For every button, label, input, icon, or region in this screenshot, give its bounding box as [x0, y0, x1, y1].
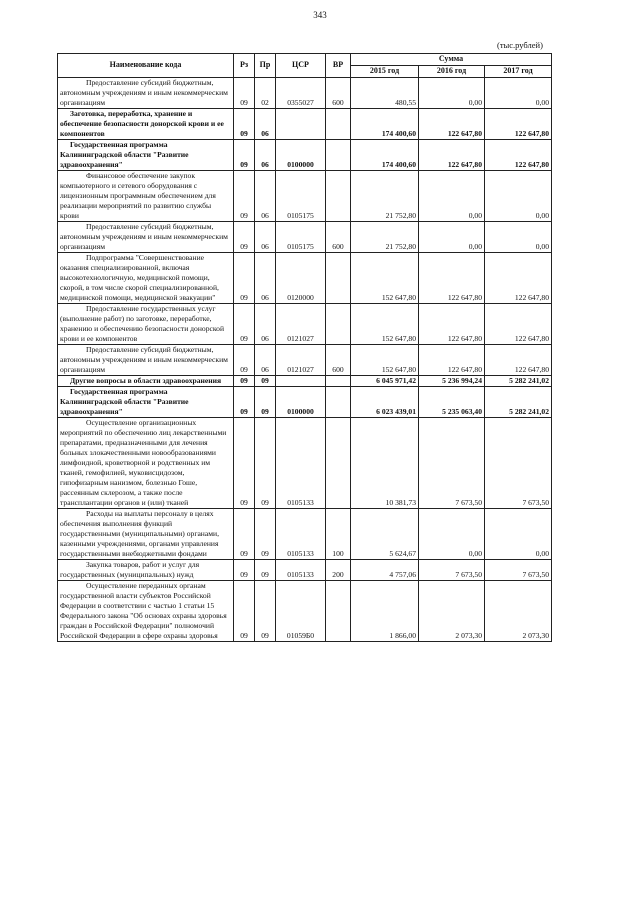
cell-rz: 09 — [234, 139, 255, 170]
cell-y2016: 122 647,80 — [419, 108, 485, 139]
table-row — [58, 509, 552, 560]
cell-name: Осуществление организационных мероприятий по обеспечению лиц лекарственными препаратами, предназначенными для лечения больных злокачественными новообразованиями лимфоидной, кроветворной и родственных им тканей, гемофилией, муковисцидозом, гипофизарным нанизмом, болезнью Гоше, рассеянным склерозом, а также после трансплантации органов и (или) тканей — [58, 418, 234, 509]
cell-rz: 09 — [234, 221, 255, 252]
cell-pr: 09 — [255, 581, 276, 642]
cell-y2017: 7 673,50 — [485, 560, 552, 581]
cell-pr: 06 — [255, 170, 276, 221]
cell-rz: 09 — [234, 108, 255, 139]
cell-rz: 09 — [234, 509, 255, 560]
cell-csr: 0120000 — [276, 252, 326, 303]
cell-name: Предоставление государственных услуг (выполнение работ) по заготовке, переработке, хранению и обеспечению безопасности донорской крови и ее компонентов — [58, 303, 234, 344]
cell-name: Осуществление переданных органам государственной власти субъектов Российской Федерации в соответствии с частью 1 статьи 15 Федерального закона "Об основах охраны здоровья граждан в Российской Федерации" полномочий Российской Федерации в сфере охраны здоровья — [58, 581, 234, 642]
table-row — [58, 77, 552, 108]
cell-y2016: 2 073,30 — [419, 581, 485, 642]
cell-vr: 200 — [326, 560, 351, 581]
header-2017: 2017 год — [485, 66, 552, 78]
cell-pr: 06 — [255, 108, 276, 139]
cell-rz: 09 — [234, 252, 255, 303]
cell-y2016: 122 647,80 — [419, 139, 485, 170]
table-row — [58, 303, 552, 344]
cell-vr: 600 — [326, 221, 351, 252]
table-row — [58, 170, 552, 221]
cell-name: Государственная программа Калининградской области "Развитие здравоохранения" — [58, 387, 234, 418]
cell-y2016: 5 235 063,40 — [419, 387, 485, 418]
cell-pr: 09 — [255, 376, 276, 387]
cell-csr — [276, 376, 326, 387]
cell-vr — [326, 387, 351, 418]
cell-pr: 06 — [255, 344, 276, 375]
table-body — [58, 77, 552, 642]
cell-csr: 0355027 — [276, 77, 326, 108]
header-sum: Сумма — [351, 54, 552, 66]
cell-y2017: 0,00 — [485, 77, 552, 108]
cell-y2016: 0,00 — [419, 509, 485, 560]
cell-y2015: 174 400,60 — [351, 108, 419, 139]
cell-rz: 09 — [234, 344, 255, 375]
table-row — [58, 252, 552, 303]
cell-csr: 0105175 — [276, 221, 326, 252]
cell-y2015: 152 647,80 — [351, 344, 419, 375]
cell-pr: 02 — [255, 77, 276, 108]
cell-y2015: 1 866,00 — [351, 581, 419, 642]
cell-y2016: 5 236 994,24 — [419, 376, 485, 387]
cell-rz: 09 — [234, 387, 255, 418]
cell-rz: 09 — [234, 560, 255, 581]
cell-vr: 100 — [326, 509, 351, 560]
cell-vr: 600 — [326, 344, 351, 375]
cell-vr — [326, 139, 351, 170]
cell-y2016: 122 647,80 — [419, 303, 485, 344]
table-row — [58, 560, 552, 581]
cell-y2017: 0,00 — [485, 509, 552, 560]
cell-y2017: 122 647,80 — [485, 344, 552, 375]
cell-y2017: 0,00 — [485, 170, 552, 221]
cell-y2017: 122 647,80 — [485, 139, 552, 170]
page-number: 343 — [313, 10, 327, 20]
header-name: Наименование кода — [58, 54, 234, 78]
header-pr: Пр — [255, 54, 276, 78]
header-2016: 2016 год — [419, 66, 485, 78]
budget-table — [57, 53, 552, 642]
cell-csr: 01059Б0 — [276, 581, 326, 642]
cell-y2016: 7 673,50 — [419, 560, 485, 581]
table-row — [58, 108, 552, 139]
header-2015: 2015 год — [351, 66, 419, 78]
cell-pr: 06 — [255, 303, 276, 344]
cell-y2017: 122 647,80 — [485, 303, 552, 344]
cell-y2017: 2 073,30 — [485, 581, 552, 642]
cell-vr — [326, 418, 351, 509]
cell-vr — [326, 303, 351, 344]
cell-y2016: 7 673,50 — [419, 418, 485, 509]
cell-name: Финансовое обеспечение закупок компьютерного и сетевого оборудования с лицензионным программным обеспечением для реализации мероприятий по развитию службы крови — [58, 170, 234, 221]
cell-csr — [276, 108, 326, 139]
table-row — [58, 344, 552, 375]
cell-csr: 0105133 — [276, 560, 326, 581]
table-row — [58, 387, 552, 418]
cell-vr — [326, 252, 351, 303]
cell-vr — [326, 376, 351, 387]
cell-pr: 06 — [255, 139, 276, 170]
cell-y2015: 6 023 439,01 — [351, 387, 419, 418]
cell-rz: 09 — [234, 303, 255, 344]
cell-name: Расходы на выплаты персоналу в целях обеспечения выполнения функций государственными (муниципальными) органами, казенными учреждениями, органами управления государственными внебюджетными фондами — [58, 509, 234, 560]
cell-rz: 09 — [234, 581, 255, 642]
table-row — [58, 139, 552, 170]
cell-y2017: 122 647,80 — [485, 108, 552, 139]
table-row — [58, 221, 552, 252]
cell-pr: 09 — [255, 509, 276, 560]
cell-y2015: 152 647,80 — [351, 252, 419, 303]
cell-y2016: 0,00 — [419, 221, 485, 252]
cell-vr — [326, 170, 351, 221]
cell-pr: 06 — [255, 252, 276, 303]
cell-name: Государственная программа Калининградской области "Развитие здравоохранения" — [58, 139, 234, 170]
cell-y2017: 122 647,80 — [485, 252, 552, 303]
cell-csr: 0100000 — [276, 139, 326, 170]
cell-y2016: 0,00 — [419, 170, 485, 221]
cell-y2016: 0,00 — [419, 77, 485, 108]
cell-y2015: 152 647,80 — [351, 303, 419, 344]
cell-rz: 09 — [234, 170, 255, 221]
cell-name: Предоставление субсидий бюджетным, автономным учреждениям и иным некоммерческим организациям — [58, 77, 234, 108]
cell-name: Заготовка, переработка, хранение и обеспечение безопасности донорской крови и ее компонентов — [58, 108, 234, 139]
cell-y2015: 4 757,06 — [351, 560, 419, 581]
cell-name: Предоставление субсидий бюджетным, автономным учреждениям и иным некоммерческим организациям — [58, 221, 234, 252]
cell-vr: 600 — [326, 77, 351, 108]
cell-rz: 09 — [234, 418, 255, 509]
cell-rz: 09 — [234, 77, 255, 108]
cell-name: Закупка товаров, работ и услуг для государственных (муниципальных) нужд — [58, 560, 234, 581]
header-rz: Рз — [234, 54, 255, 78]
cell-pr: 09 — [255, 560, 276, 581]
cell-y2016: 122 647,80 — [419, 252, 485, 303]
table-row — [58, 581, 552, 642]
cell-vr — [326, 581, 351, 642]
header-csr: ЦСР — [276, 54, 326, 78]
cell-y2015: 21 752,80 — [351, 170, 419, 221]
cell-vr — [326, 108, 351, 139]
cell-y2017: 7 673,50 — [485, 418, 552, 509]
header-vr: ВР — [326, 54, 351, 78]
cell-y2015: 10 381,73 — [351, 418, 419, 509]
cell-y2017: 5 282 241,02 — [485, 376, 552, 387]
cell-csr: 0121027 — [276, 344, 326, 375]
cell-y2016: 122 647,80 — [419, 344, 485, 375]
cell-y2015: 21 752,80 — [351, 221, 419, 252]
table-row — [58, 418, 552, 509]
cell-pr: 06 — [255, 221, 276, 252]
cell-y2015: 6 045 971,42 — [351, 376, 419, 387]
cell-pr: 09 — [255, 418, 276, 509]
table-row — [58, 376, 552, 387]
cell-y2015: 5 624,67 — [351, 509, 419, 560]
cell-pr: 09 — [255, 387, 276, 418]
cell-csr: 0100000 — [276, 387, 326, 418]
cell-name: Предоставление субсидий бюджетным, автономным учреждениям и иным некоммерческим организациям — [58, 344, 234, 375]
cell-csr: 0121027 — [276, 303, 326, 344]
cell-csr: 0105133 — [276, 418, 326, 509]
cell-csr: 0105133 — [276, 509, 326, 560]
table-header — [58, 54, 552, 78]
units-label: (тыс.рублей) — [497, 40, 543, 50]
cell-y2015: 480,55 — [351, 77, 419, 108]
cell-y2017: 0,00 — [485, 221, 552, 252]
cell-csr: 0105175 — [276, 170, 326, 221]
cell-name: Другие вопросы в области здравоохранения — [58, 376, 234, 387]
cell-y2015: 174 400,60 — [351, 139, 419, 170]
cell-name: Подпрограмма "Совершенствование оказания специализированной, включая высокотехнологичную, медицинской помощи, скорой, в том числе скорой специализированной, медицинской помощи, медицинской эвакуации" — [58, 252, 234, 303]
cell-rz: 09 — [234, 376, 255, 387]
cell-y2017: 5 282 241,02 — [485, 387, 552, 418]
